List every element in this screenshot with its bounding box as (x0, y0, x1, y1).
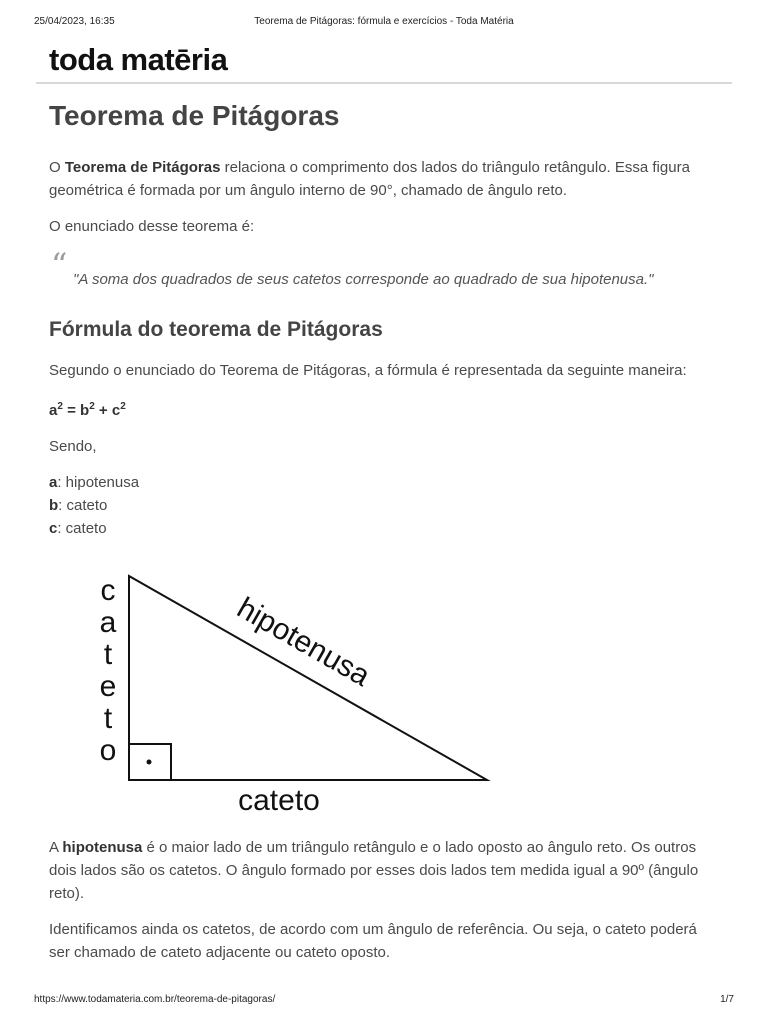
site-logo[interactable]: toda matēria (49, 42, 228, 77)
theorem-quote (49, 246, 721, 291)
right-triangle-diagram (49, 550, 721, 830)
vertical-label-letter: t (103, 638, 113, 671)
definition-item: c: cateto (49, 520, 107, 537)
vertical-label-letter: e (99, 670, 117, 703)
catetos-paragraph: Identificamos ainda os catetos, de acordo com um ângulo de referência. Ou seja, o cateto poderá ser chamado de cateto adjacente ou cateto oposto. (49, 921, 697, 961)
pythagoras-formula: $a^2 = b^2 + c^2$ (49, 401, 126, 419)
right-angle-dot (147, 760, 152, 765)
enunciado-intro: O enunciado desse teorema é: (49, 218, 255, 235)
formula-section-title: Fórmula do teorema de Pitágoras (49, 318, 383, 341)
vertical-label-letter: c (100, 574, 116, 607)
print-footer (34, 994, 734, 1008)
print-document-title: Teorema de Pitágoras: fórmula e exercícios - Toda Matéria (254, 16, 514, 27)
intro-paragraph: O Teorema de Pitágoras relaciona o comprimento dos lados do triângulo retângulo. Essa figura geométrica é formada por um ângulo interno de 90°, chamado de ângulo reto. (49, 159, 690, 199)
vertical-label-letter: a (99, 606, 117, 639)
sendo-text: Sendo, (49, 438, 97, 455)
right-triangle-figure (49, 550, 721, 830)
definition-item: a: hipotenusa (49, 474, 140, 491)
print-date: 25/04/2023, 16:35 (34, 16, 115, 27)
hipotenusa-paragraph: A hipotenusa é o maior lado de um triângulo retângulo e o lado oposto ao ângulo reto. Os outros dois lados são os catetos. O ângulo formado por esses dois lados tem medida igual a 90º (ângulo reto). (49, 839, 699, 902)
hipotenusa-bold-term: hipotenusa (62, 839, 143, 856)
vertical-label-letter: o (99, 734, 117, 767)
hypotenuse-label: hipotenusa (231, 591, 376, 693)
page-url[interactable]: https://www.todamateria.com.br/teorema-de-pitagoras/ (34, 994, 276, 1005)
page-number: 1/7 (720, 994, 734, 1005)
quote-mark-icon: “ (51, 246, 68, 284)
intro-bold-term: Teorema de Pitágoras (64, 159, 221, 176)
article-content (49, 96, 721, 977)
definitions-list (49, 471, 721, 540)
print-header (34, 16, 734, 30)
quote-text: "A soma dos quadrados de seus catetos corresponde ao quadrado de sua hipotenusa." (73, 271, 654, 288)
triangle-shape (129, 576, 487, 780)
base-cateto-label: cateto (238, 784, 320, 817)
formula-intro: Segundo o enunciado do Teorema de Pitágoras, a fórmula é representada da seguinte maneira: (49, 362, 687, 379)
definition-item: b: cateto (49, 497, 108, 514)
header-divider (36, 82, 732, 84)
vertical-label-letter: t (103, 702, 113, 735)
article-title: Teorema de Pitágoras (49, 100, 340, 131)
